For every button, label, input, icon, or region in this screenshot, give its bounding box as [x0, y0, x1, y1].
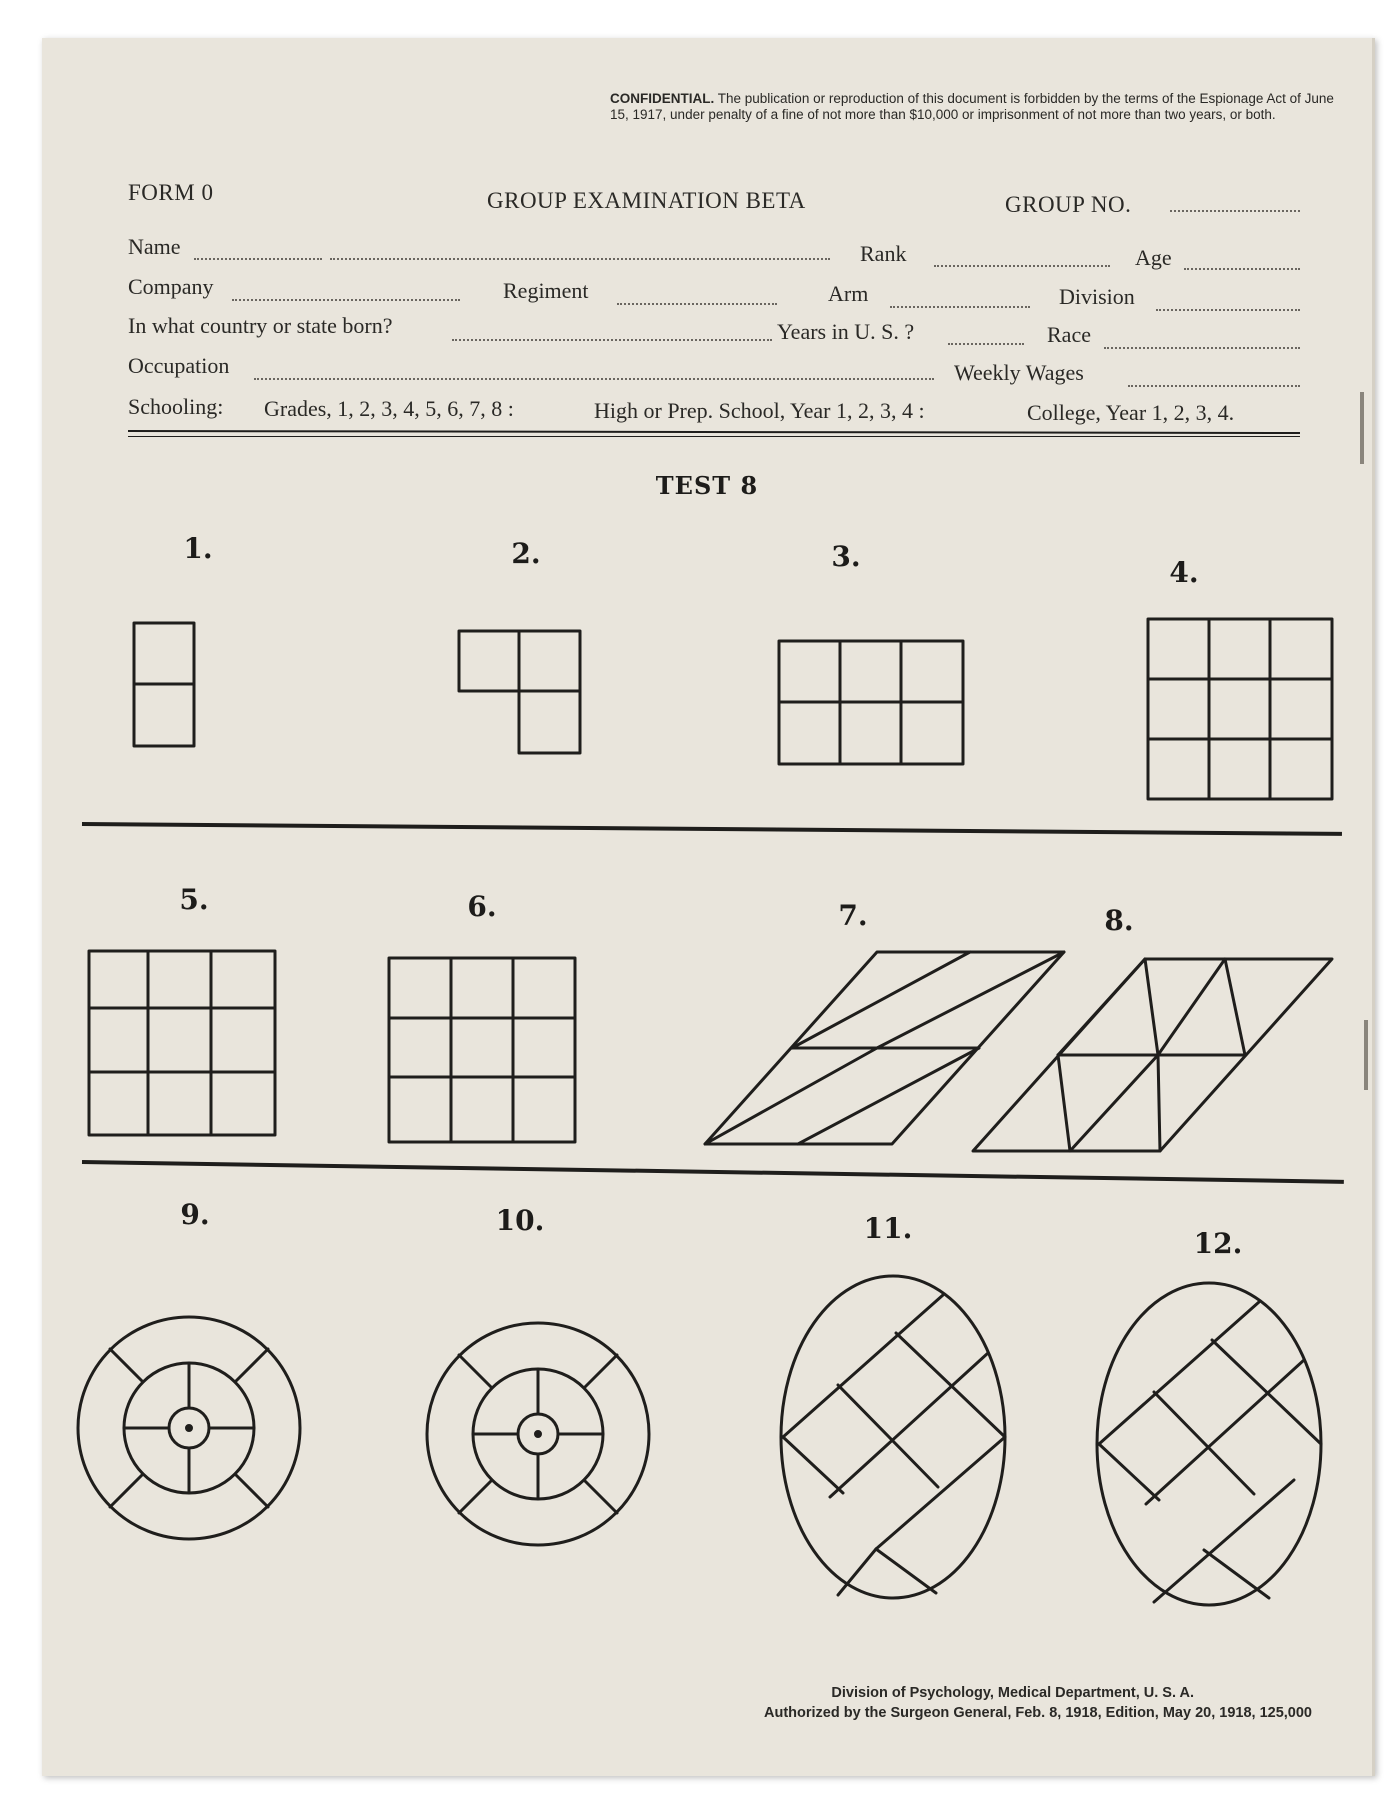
header-rule-top	[128, 430, 1300, 434]
years-us-blank[interactable]	[948, 343, 1024, 345]
company-label: Company	[128, 274, 214, 299]
regiment-blank[interactable]	[617, 303, 777, 305]
weekly-wages-label: Weekly Wages	[954, 360, 1084, 385]
item-number-4: 4.	[1169, 556, 1199, 589]
occupation-blank[interactable]	[254, 378, 934, 380]
schooling-high-school: High or Prep. School, Year 1, 2, 3, 4 :	[594, 398, 925, 423]
figure-8-parallelogram	[970, 955, 1335, 1155]
staple-mark-top	[1360, 392, 1364, 464]
figure-10-target	[424, 1320, 652, 1548]
schooling-grades: Grades, 1, 2, 3, 4, 5, 6, 7, 8 :	[264, 396, 514, 421]
confidential-notice	[610, 91, 1350, 123]
footer	[764, 1683, 1312, 1723]
confidential-label: CONFIDENTIAL.	[610, 91, 715, 106]
company-blank[interactable]	[232, 299, 460, 301]
schooling-label: Schooling:	[128, 394, 224, 419]
figure-2-l-shape	[457, 629, 582, 756]
item-number-2: 2.	[511, 537, 541, 570]
race-label: Race	[1047, 322, 1091, 347]
arm-blank[interactable]	[890, 306, 1030, 308]
item-number-1: 1.	[183, 532, 213, 565]
item-number-11: 11.	[863, 1212, 913, 1245]
division-blank[interactable]	[1156, 309, 1300, 311]
exam-title: GROUP EXAMINATION BETA	[487, 188, 806, 213]
item-number-8: 8.	[1104, 904, 1134, 937]
exam-sheet	[42, 38, 1375, 1776]
age-label: Age	[1135, 245, 1172, 270]
footer-line-2: Authorized by the Surgeon General, Feb. 8, 1918, Edition, May 20, 1918, 125,000	[764, 1705, 1312, 1721]
weekly-wages-blank[interactable]	[1128, 385, 1300, 387]
name-blank-2[interactable]	[330, 258, 830, 260]
item-number-9: 9.	[180, 1198, 210, 1231]
rank-blank[interactable]	[934, 265, 1110, 267]
figure-11-ellipse	[778, 1273, 1008, 1601]
figure-6-grid	[387, 956, 577, 1144]
test-title: TEST 8	[655, 471, 759, 500]
years-us-label: Years in U. S. ?	[777, 319, 915, 344]
regiment-label: Regiment	[503, 278, 589, 303]
division-label: Division	[1059, 284, 1135, 309]
item-number-7: 7.	[838, 899, 868, 932]
group-no-blank[interactable]	[1170, 210, 1300, 212]
figure-9-target	[75, 1314, 303, 1542]
item-number-5: 5.	[179, 883, 209, 916]
born-blank[interactable]	[452, 339, 772, 341]
header-rule-bottom	[128, 436, 1300, 437]
footer-line-1: Division of Psychology, Medical Department, U. S. A.	[831, 1685, 1194, 1701]
confidential-text: The publication or reproduction of this document is forbidden by the terms of the Espionage Act of June 15, 1917, under penalty of a fine of not more than $10,000 or imprisonment of not more than two years, or both.	[610, 91, 1334, 122]
occupation-label: Occupation	[128, 353, 230, 378]
arm-label: Arm	[828, 281, 869, 306]
born-label: In what country or state born?	[128, 313, 393, 338]
row-separator-2	[82, 1160, 1344, 1184]
row-separator-1	[82, 822, 1342, 836]
rank-label: Rank	[860, 241, 907, 266]
age-blank[interactable]	[1184, 268, 1300, 270]
item-number-10: 10.	[495, 1204, 545, 1237]
group-no-label: GROUP NO.	[1005, 192, 1132, 217]
item-number-12: 12.	[1193, 1227, 1243, 1260]
staple-mark-bottom	[1364, 1020, 1368, 1090]
figure-5-grid	[87, 949, 277, 1137]
figure-1-rectangle	[132, 621, 196, 748]
form-label: FORM 0	[128, 180, 214, 205]
figure-3-grid	[777, 639, 965, 766]
race-blank[interactable]	[1104, 347, 1300, 349]
figure-4-grid	[1146, 617, 1334, 801]
name-label: Name	[128, 234, 181, 259]
item-number-6: 6.	[467, 890, 497, 923]
schooling-college: College, Year 1, 2, 3, 4.	[1027, 400, 1235, 425]
name-blank-1[interactable]	[194, 258, 322, 260]
item-number-3: 3.	[831, 540, 861, 573]
figure-12-ellipse	[1094, 1280, 1324, 1608]
